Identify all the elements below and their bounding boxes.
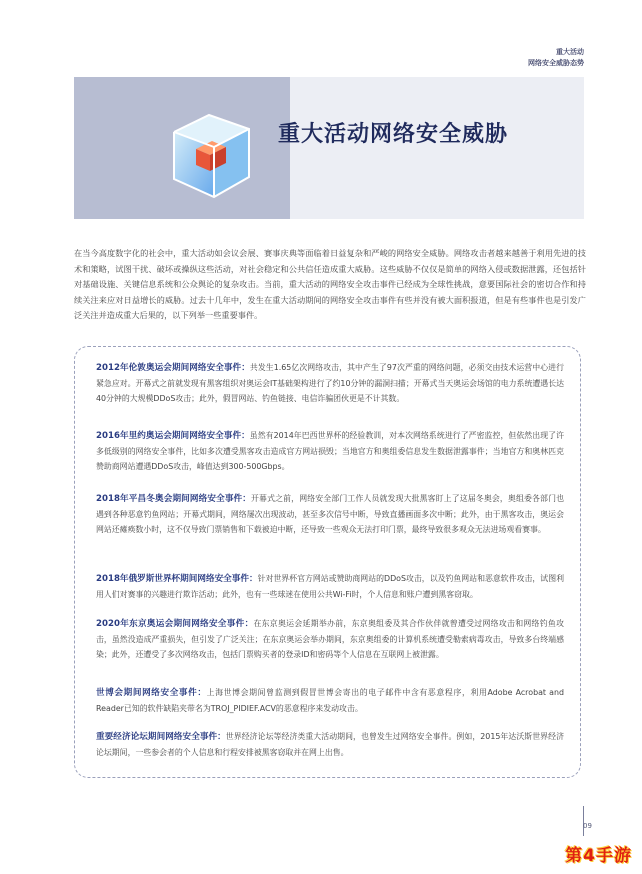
event-text: 虽然有2014年巴西世界杯的经验教训，对本次网络系统进行了严密监控，但依然出现了许多低级别的网络安全事件，比如多次遭受黑客攻击造成官方网站损毁；当地官方和奥组委信息发生数据泄露事件；当地官方和奥林匹克赞助商网站遭遇DDoS攻击，峰值达到300-500Gbps。 [96,431,564,472]
running-header-line1: 重大活动 [556,48,584,56]
event-text: 上海世博会期间曾监测到假冒世博会寄出的电子邮件中含有恶意程序，利用Adobe Acrobat and Reader已知的软件缺陷夹带名为TROJ_PIDIEF.ACV的恶意程序来发动攻击。 [96,688,564,714]
hero-banner [74,77,584,219]
event-title: 2016年里约奥运会期间网络安全事件： [96,431,250,441]
running-header [528,47,584,69]
event-entry [96,360,564,407]
event-title: 2018年平昌冬奥会期间网络安全事件： [96,494,252,504]
page-title: 重大活动网络安全威胁 [278,122,509,147]
event-entry [96,428,564,475]
event-text: 针对世界杯官方网站或赞助商网站的DDoS攻击，以及钓鱼网站和恶意软件攻击，试图利用人们对赛事的兴趣进行欺诈活动；此外，也有一些球迷在使用公共Wi-Fi时，个人信息和账户遭到黑客窃取。 [96,574,564,600]
event-entry [96,491,564,538]
event-title: 世博会期间网络安全事件： [96,688,207,698]
page-number-divider [583,806,584,836]
watermark-logo: 第4手游 [565,846,632,866]
event-text: 在东京奥运会延期举办前，东京奥组委及其合作伙伴就曾遭受过网络攻击和网络钓鱼攻击，虽然没造成严重损失，但引发了广泛关注；在东京奥运会举办期间，东京奥组委的计算机系统遭受勒索病毒攻击，导致多台终端感染；此外，还遭受了多次网络攻击，包括门票购买者的登录ID和密码等个人信息在互联网上被泄露。 [96,619,564,660]
event-text: 开幕式之前，网络安全部门工作人员就发现大批黑客盯上了这届冬奥会，奥组委各部门也遇到各种恶意钓鱼网站；开幕式期间，网络屡次出现波动，甚至多次信号中断，导致直播画面多次中断；此外，由于黑客攻击，奥运会网站还瘫痪数小时，这不仅导致门票销售和下载被迫中断，还导致一些观众无法打印门票，最终导致很多观众无法进场观看赛事。 [96,494,564,535]
event-title: 2018年俄罗斯世界杯期间网络安全事件： [96,574,258,584]
event-title: 2012年伦敦奥运会期间网络安全事件： [96,363,250,373]
event-text: 共发生1.65亿次网络攻击，其中产生了97次严重的网络问题，必须交由技术运营中心进行紧急应对。开幕式之前就发现有黑客组织对奥运会IT基础架构进行了约10分钟的漏洞扫描；开幕式当天奥运会场馆的电力系统遭遇长达40分钟的大规模DDoS攻击；此外，假冒网站、钓鱼链接、电信诈骗团伙更是不计其数。 [96,363,564,404]
intro-paragraph: 在当今高度数字化的社会中，重大活动如会议会展、赛事庆典等面临着日益复杂和严峻的网络安全威胁。网络攻击者越来越善于利用先进的技术和策略，试图干扰、破坏或操纵这些活动，对社会稳定和公共信任造成重大威胁。这些威胁不仅仅是简单的网络入侵或数据泄露，还包括针对基础设施、关键信息系统和公众舆论的复杂攻击。当前，重大活动的网络安全攻击事件已经成为全球性挑战，意要国际社会的密切合作和持续关注来应对日益增长的威胁。过去十几年中，发生在重大活动期间的网络安全攻击事件有些并没有被大面积报道，但是有些事件也是引发广泛关注并造成重大后果的，以下列举一些重要事件。 [74,248,586,321]
page-number: 09 [583,822,592,830]
running-header-line2: 网络安全威胁态势 [528,59,584,67]
event-entry [96,729,564,760]
event-entry [96,571,564,602]
event-text: 世界经济论坛等经济类重大活动期间，也曾发生过网络安全事件。例如，2015年达沃斯世界经济论坛期间，一些参会者的个人信息和行程安排被黑客窃取并在网上出售。 [96,732,564,758]
event-entry [96,616,564,663]
event-entry [96,685,564,716]
hero-right-panel [290,77,584,219]
event-title: 重要经济论坛期间网络安全事件： [96,732,226,742]
event-title: 2020年东京奥运会期间网络安全事件： [96,619,254,629]
cube-icon [154,97,274,207]
